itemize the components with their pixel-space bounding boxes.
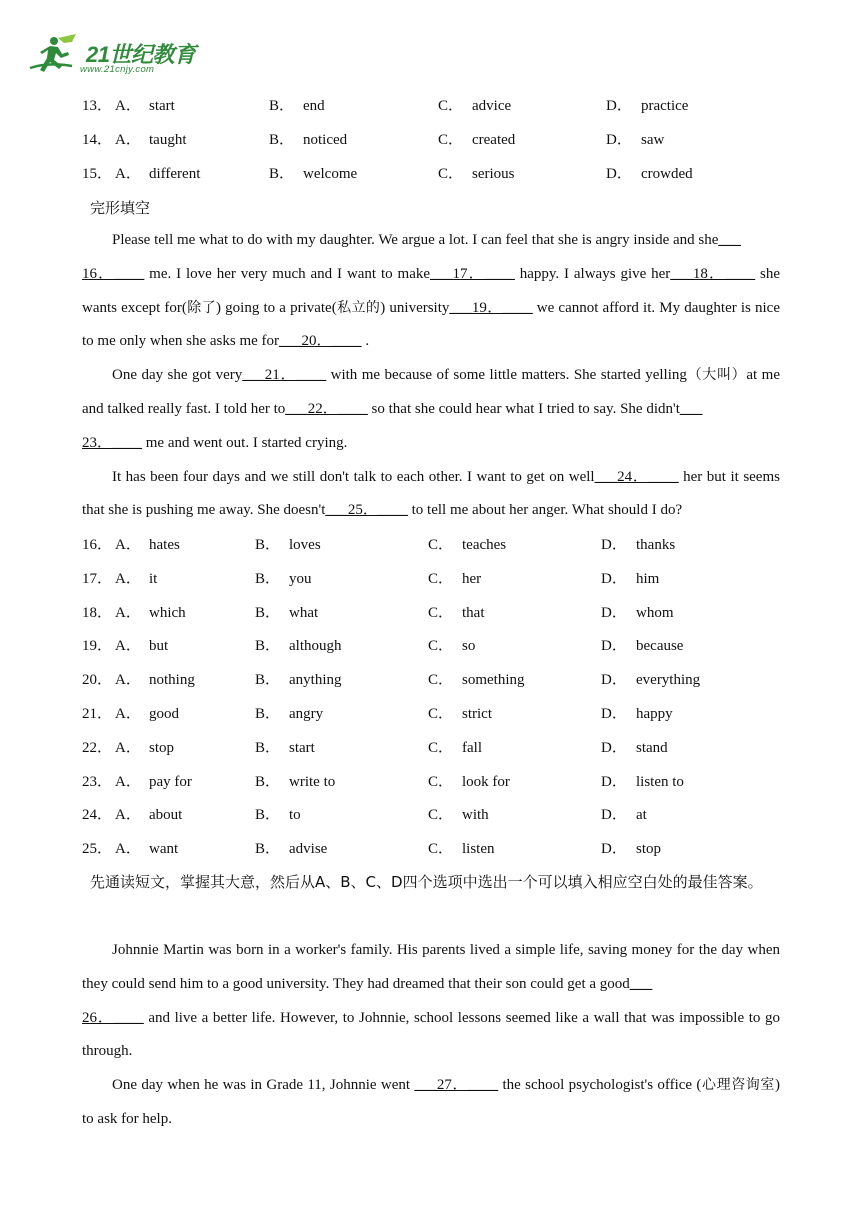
option-text: nothing <box>149 672 195 689</box>
option-letter: A． <box>115 672 141 689</box>
option-letter: A． <box>115 638 141 655</box>
question-number: 24． <box>82 807 113 824</box>
logo-url: www.21cnjy.com <box>80 64 155 75</box>
option-letter: B． <box>269 131 295 148</box>
option-text: teaches <box>462 537 507 553</box>
option-letter: B． <box>255 672 281 689</box>
question-options-row <box>82 772 782 806</box>
option-text: different <box>149 165 201 182</box>
question-options-row <box>82 535 782 569</box>
option-letter: C． <box>438 98 464 114</box>
paragraph <box>82 224 780 359</box>
passage-text: with me because of some little matters. She started yelling <box>326 367 687 384</box>
question-number: 25． <box>82 841 113 858</box>
option-letter: D． <box>606 98 632 114</box>
question-number: 16． <box>82 537 113 553</box>
option-text: but <box>149 638 169 655</box>
question-number: 22． <box>82 739 113 756</box>
answer-blank: ___19．____ <box>449 299 533 316</box>
option-text: loves <box>289 537 321 553</box>
option-text: at <box>636 807 647 824</box>
option-letter: C． <box>428 537 454 553</box>
option-letter: C． <box>428 570 454 587</box>
section-label-cloze: 完形填空 <box>90 199 151 217</box>
option-text: advice <box>472 98 512 114</box>
passage-text: happy. I always give her <box>514 265 671 282</box>
option-text: thanks <box>636 537 676 553</box>
passage-text: me. I love her very much and I want to make <box>144 265 431 282</box>
passage-text: me and went out. I started crying. <box>142 434 348 451</box>
option-letter: C． <box>438 131 464 148</box>
option-text: because <box>636 638 684 655</box>
option-letter: B． <box>255 773 281 790</box>
option-text: start <box>149 98 175 114</box>
options-block-b <box>82 535 782 873</box>
question-options-row <box>82 636 782 670</box>
option-letter: D． <box>606 131 632 148</box>
logo <box>28 32 198 80</box>
option-text: noticed <box>303 131 348 148</box>
passage-text: the school psychologist's office ( <box>498 1077 702 1094</box>
option-letter: A． <box>115 98 141 114</box>
option-letter: D． <box>601 672 627 689</box>
question-options-row <box>82 130 782 164</box>
option-text: him <box>636 570 660 587</box>
section-instruction <box>90 866 780 900</box>
option-text: which <box>149 604 186 621</box>
option-letter: B． <box>255 570 281 587</box>
option-letter: A． <box>115 807 141 824</box>
option-text: stop <box>149 739 175 756</box>
option-letter: A． <box>115 165 141 182</box>
option-letter: A． <box>115 604 141 621</box>
paragraph <box>82 461 780 529</box>
option-text: strict <box>462 705 492 722</box>
option-letter: D． <box>601 773 627 790</box>
option-text: stand <box>636 739 668 756</box>
option-text: about <box>149 807 183 824</box>
option-text: pay for <box>149 773 192 790</box>
answer-blank: ___27．____ <box>414 1077 499 1094</box>
option-letter: D． <box>601 604 627 621</box>
option-text: start <box>289 739 315 756</box>
option-text: something <box>462 672 525 689</box>
option-letter: C． <box>428 841 454 858</box>
question-number: 18． <box>82 604 113 621</box>
option-text: although <box>289 638 342 655</box>
option-text: happy <box>636 705 673 722</box>
passage-text: ) going to a private( <box>216 299 337 316</box>
runner-logo-icon <box>28 32 88 76</box>
paragraph <box>82 1069 780 1137</box>
option-letter: C． <box>428 705 454 722</box>
option-text: everything <box>636 672 701 689</box>
option-text: angry <box>289 705 324 722</box>
paragraph <box>82 359 780 460</box>
option-text: anything <box>289 672 342 689</box>
option-text: good <box>149 705 179 722</box>
option-text: her <box>462 570 482 587</box>
chinese-gloss: 除了 <box>186 299 217 316</box>
question-number: 20． <box>82 672 113 689</box>
option-letter: B． <box>255 537 281 553</box>
passage-text: and live a better life. However, to Johnnie, school lessons seemed like a wall that was impossible to go through. <box>82 1009 780 1060</box>
option-text: hates <box>149 537 180 553</box>
option-letter: B． <box>255 739 281 756</box>
question-number: 17． <box>82 570 113 587</box>
option-letter: A． <box>115 739 141 756</box>
answer-blank: ___ 26．____ <box>82 975 653 1026</box>
option-text: created <box>472 131 516 148</box>
passage-2 <box>82 934 780 1137</box>
option-letter: D． <box>601 807 627 824</box>
question-number: 15． <box>82 165 113 182</box>
logo-text: 21世纪教育 <box>86 42 196 67</box>
option-text: serious <box>472 165 515 182</box>
option-letter: C． <box>428 672 454 689</box>
question-options-row <box>82 704 782 738</box>
option-letter: C． <box>428 604 454 621</box>
question-options-row <box>82 164 782 198</box>
option-text: listen to <box>636 773 684 790</box>
option-letter: D． <box>601 841 627 858</box>
question-options-row <box>82 96 782 130</box>
instruction-text: 先通读短文，掌握其大意，然后从A、B、C、D四个选项中选出一个可以填入相应空白处的最佳答案。 <box>90 873 763 891</box>
passage-text: she wants except for( <box>82 265 780 316</box>
option-letter: B． <box>255 841 281 858</box>
option-text: that <box>462 604 485 621</box>
option-text: crowded <box>641 165 693 182</box>
answer-blank: ___18．____ <box>670 265 756 282</box>
chinese-gloss: （大叫） <box>686 367 747 384</box>
option-text: look for <box>462 773 510 790</box>
question-options-row <box>82 805 782 839</box>
passage-text: to tell me about her anger. What should I do? <box>407 502 683 519</box>
option-text: write to <box>289 773 336 790</box>
chinese-gloss: 私立的 <box>336 299 381 316</box>
question-options-row <box>82 670 782 704</box>
option-text: saw <box>641 131 665 148</box>
option-letter: A． <box>115 841 141 858</box>
option-letter: C． <box>428 739 454 756</box>
answer-blank: ___22．____ <box>285 400 368 417</box>
question-number: 13． <box>82 98 113 114</box>
option-text: stop <box>636 841 662 858</box>
option-letter: C． <box>438 165 464 182</box>
option-letter: D． <box>601 570 627 587</box>
paragraph <box>82 934 780 1069</box>
option-letter: B． <box>255 604 281 621</box>
option-letter: D． <box>601 739 627 756</box>
option-letter: D． <box>601 705 627 722</box>
options-block-a <box>82 96 782 197</box>
option-text: what <box>289 604 319 621</box>
passage-text: her but it seems that she is pushing me away. She doesn't <box>82 468 780 519</box>
answer-blank: ___21．____ <box>242 367 327 384</box>
question-number: 14． <box>82 131 113 148</box>
option-letter: B． <box>255 638 281 655</box>
option-text: end <box>303 98 325 114</box>
option-text: welcome <box>303 165 358 182</box>
option-letter: A． <box>115 131 141 148</box>
question-options-row <box>82 603 782 637</box>
question-options-row <box>82 569 782 603</box>
option-letter: B． <box>255 807 281 824</box>
option-text: it <box>149 570 158 587</box>
answer-blank: ___24．____ <box>594 468 679 485</box>
option-letter: A． <box>115 570 141 587</box>
passage-text: It has been four days and we still don't talk to each other. I want to get on well <box>112 468 595 485</box>
option-text: taught <box>149 131 187 148</box>
option-text: fall <box>462 739 482 756</box>
question-number: 19． <box>82 638 113 655</box>
question-number: 21． <box>82 705 113 722</box>
passage-text: Please tell me what to do with my daughter. We argue a lot. I can feel that she is angry inside and she <box>112 232 719 248</box>
option-text: listen <box>462 841 495 858</box>
answer-blank: ___ 16．____ <box>82 232 741 282</box>
answer-blank: ___17．____ <box>430 265 515 282</box>
passage-text: One day she got very <box>112 367 243 384</box>
option-letter: C． <box>428 773 454 790</box>
passage-1 <box>82 224 780 528</box>
option-letter: A． <box>115 537 141 553</box>
option-letter: B． <box>255 705 281 722</box>
question-options-row <box>82 738 782 772</box>
passage-text: at me and talked really fast. I told her to <box>82 367 780 417</box>
option-text: so <box>462 638 476 655</box>
answer-blank: ___20．____ <box>279 333 362 350</box>
option-letter: A． <box>115 773 141 790</box>
option-text: whom <box>636 604 674 621</box>
option-letter: A． <box>115 705 141 722</box>
option-letter: D． <box>601 537 627 553</box>
option-text: advise <box>289 841 328 858</box>
answer-blank: ___ 23．____ <box>82 400 703 451</box>
answer-blank: ___25．____ <box>325 502 408 519</box>
passage-text: we cannot afford it. My daughter is nice to me only when she asks me for <box>82 299 780 350</box>
chinese-gloss: 心理咨询室 <box>701 1077 776 1094</box>
question-number: 23． <box>82 773 113 790</box>
option-text: with <box>462 807 489 824</box>
passage-text: . <box>361 333 370 350</box>
option-letter: B． <box>269 165 295 182</box>
option-letter: D． <box>606 165 632 182</box>
option-text: to <box>289 807 301 824</box>
passage-text: ) to ask for help. <box>82 1077 781 1127</box>
option-text: practice <box>641 98 689 114</box>
passage-text: Johnnie Martin was born in a worker's family. His parents lived a simple life, saving money for the day when they could send him to a good university. They had dreamed that their son could get a good <box>82 942 780 992</box>
option-text: you <box>289 570 312 587</box>
option-letter: C． <box>428 638 454 655</box>
option-text: want <box>149 841 179 858</box>
passage-text: ) university <box>380 299 450 316</box>
passage-text: so that she could hear what I tried to say. She didn't <box>367 400 680 417</box>
option-letter: B． <box>269 98 295 114</box>
passage-text: One day when he was in Grade 11, Johnnie went <box>112 1077 415 1094</box>
option-letter: D． <box>601 638 627 655</box>
option-letter: C． <box>428 807 454 824</box>
